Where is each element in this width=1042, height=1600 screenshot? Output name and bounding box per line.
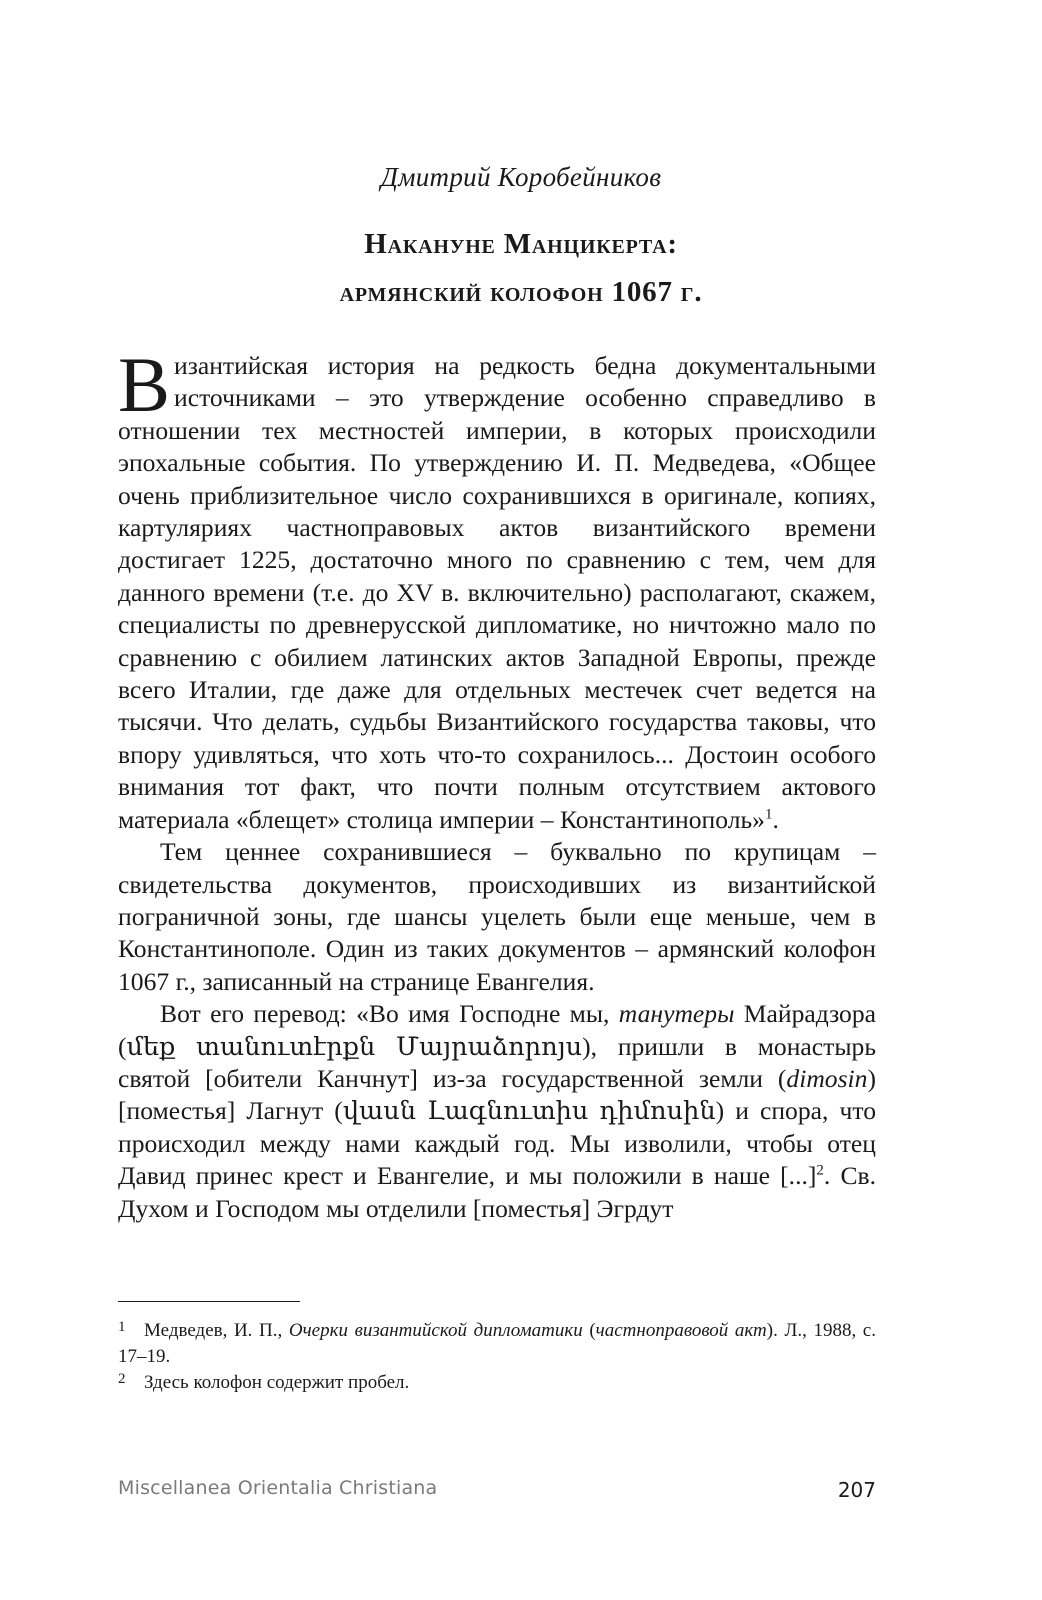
footnote-2-number: 2 <box>118 1371 126 1387</box>
paragraph-3-part-d: . Св. Духом и Господом мы отделили [поместья] Эгрдут <box>118 1161 876 1223</box>
footnote-1-book-title: Очерки византийской дипломатики <box>288 1320 583 1341</box>
footnote-1 <box>118 1318 876 1370</box>
article-title-line-2: армянский колофон 1067 г. <box>339 276 703 308</box>
page-number: 207 <box>837 1478 876 1502</box>
footnote-2-text: Здесь колофон содержит пробел. <box>144 1372 410 1393</box>
drop-cap: В <box>118 341 171 428</box>
paragraph-3-part-a: Вот его перевод: «Во имя Господне мы, <box>160 999 619 1029</box>
footnotes <box>118 1318 876 1396</box>
footnote-1-number: 1 <box>118 1319 126 1335</box>
footnote-1-subtitle: частноправовой акт <box>595 1320 767 1341</box>
paragraph-3 <box>118 998 876 1225</box>
footnote-1-mid: ( <box>582 1320 596 1341</box>
paragraph-3-italic-b: dimosin <box>786 1063 868 1093</box>
footnote-ref-2[interactable]: 2 <box>816 1162 824 1179</box>
paragraph-3-part-b: Майрадзора (մեք տանուտէրքն Մայրաձորոյս), пришли в монастырь святой [обители Канчнут] из-за государственной земли ( <box>118 999 876 1093</box>
author-name: Дмитрий Коробейников <box>380 162 662 192</box>
paragraph-3-part-c: ) [поместья] Лагнут (վասն Լագնուտիս դիմոսին) и спора, что происходил между нами каждый год. Мы изволили, чтобы отец Давид принес крест и Евангелие, и мы положили в наше [...] <box>118 1063 876 1191</box>
article-body <box>118 341 876 1225</box>
journal-name: Miscellanea Orientalia Christiana <box>118 1477 438 1499</box>
article-title-line-1: Накануне Манцикерта: <box>364 228 678 260</box>
paragraph-3-italic-a: танутеры <box>618 999 735 1029</box>
footnote-1-post: ). Л., 1988, с. 17–19. <box>118 1320 876 1367</box>
footnote-1-pre: Медведев, И. П., <box>144 1320 289 1341</box>
footnote-ref-1[interactable]: 1 <box>764 806 773 823</box>
footnote-2 <box>118 1370 876 1396</box>
paragraph-1: Византийская история на редкость бедна документальными источниками – это утверждение особенно справедливо в отношении тех местностей империи, в которых происходили эпохальные события. По утверждению И. П. Медведева, «Общее очень приблизительное число сохранившихся в оригинале, копиях, картуляриях частноправовых актов византийского времени достигает 1225, достаточно много по сравнению с тем, чем для данного времени (т.е. до XV в. включительно) располагают, скажем, специалисты по древнерусской дипломатике, но ничтожно мало по сравнению с обилием латинских актов Западной Европы, прежде всего Италии, где даже для отдельных местечек счет ведется на тысячи. Что делать, судьбы Византийского государства таковы, что впору удивляться, что хоть что-то сохранилось... Достоин особого внимания тот факт, что почти полным отсутствием актового материала «блещет» столица империи – Константинополь»$^1$. <box>118 341 876 834</box>
footnote-separator <box>118 1301 300 1302</box>
paragraph-1-text: изантийская история на редкость бедна документальными источниками – это утверждение особенно справедливо в отношении тех местностей империи, в которых происходили эпохальные события. По утверждению И. П. Медведева, «Общее очень приблизительное число сохранившихся в оригинале, копиях, картуляриях частноправовых актов византийского времени достигает 1225, достаточно много по сравнению с тем, чем для данного времени (т.е. до XV в. включительно) располагают, скажем, специалисты по древнерусской дипломатике, но ничтожно мало по сравнению с обилием латинских актов Западной Европы, прежде всего Италии, где даже для отдельных местечек счет ведется на тысячи. Что делать, судьбы Византийского государства таковы, что впору удивляться, что хоть что-то сохранилось... Достоин особого внимания тот факт, что почти полным отсутствием актового материала «блещет» столица империи – Константинополь» <box>118 351 876 834</box>
paragraph-2: Тем ценнее сохранившиеся – буквально по крупицам – свидетельства документов, происходивших из византийской пограничной зоны, где шансы уцелеть были еще меньше, чем в Константинополе. Один из таких документов – армянский колофон 1067 г., записанный на странице Евангелия. <box>118 837 876 996</box>
